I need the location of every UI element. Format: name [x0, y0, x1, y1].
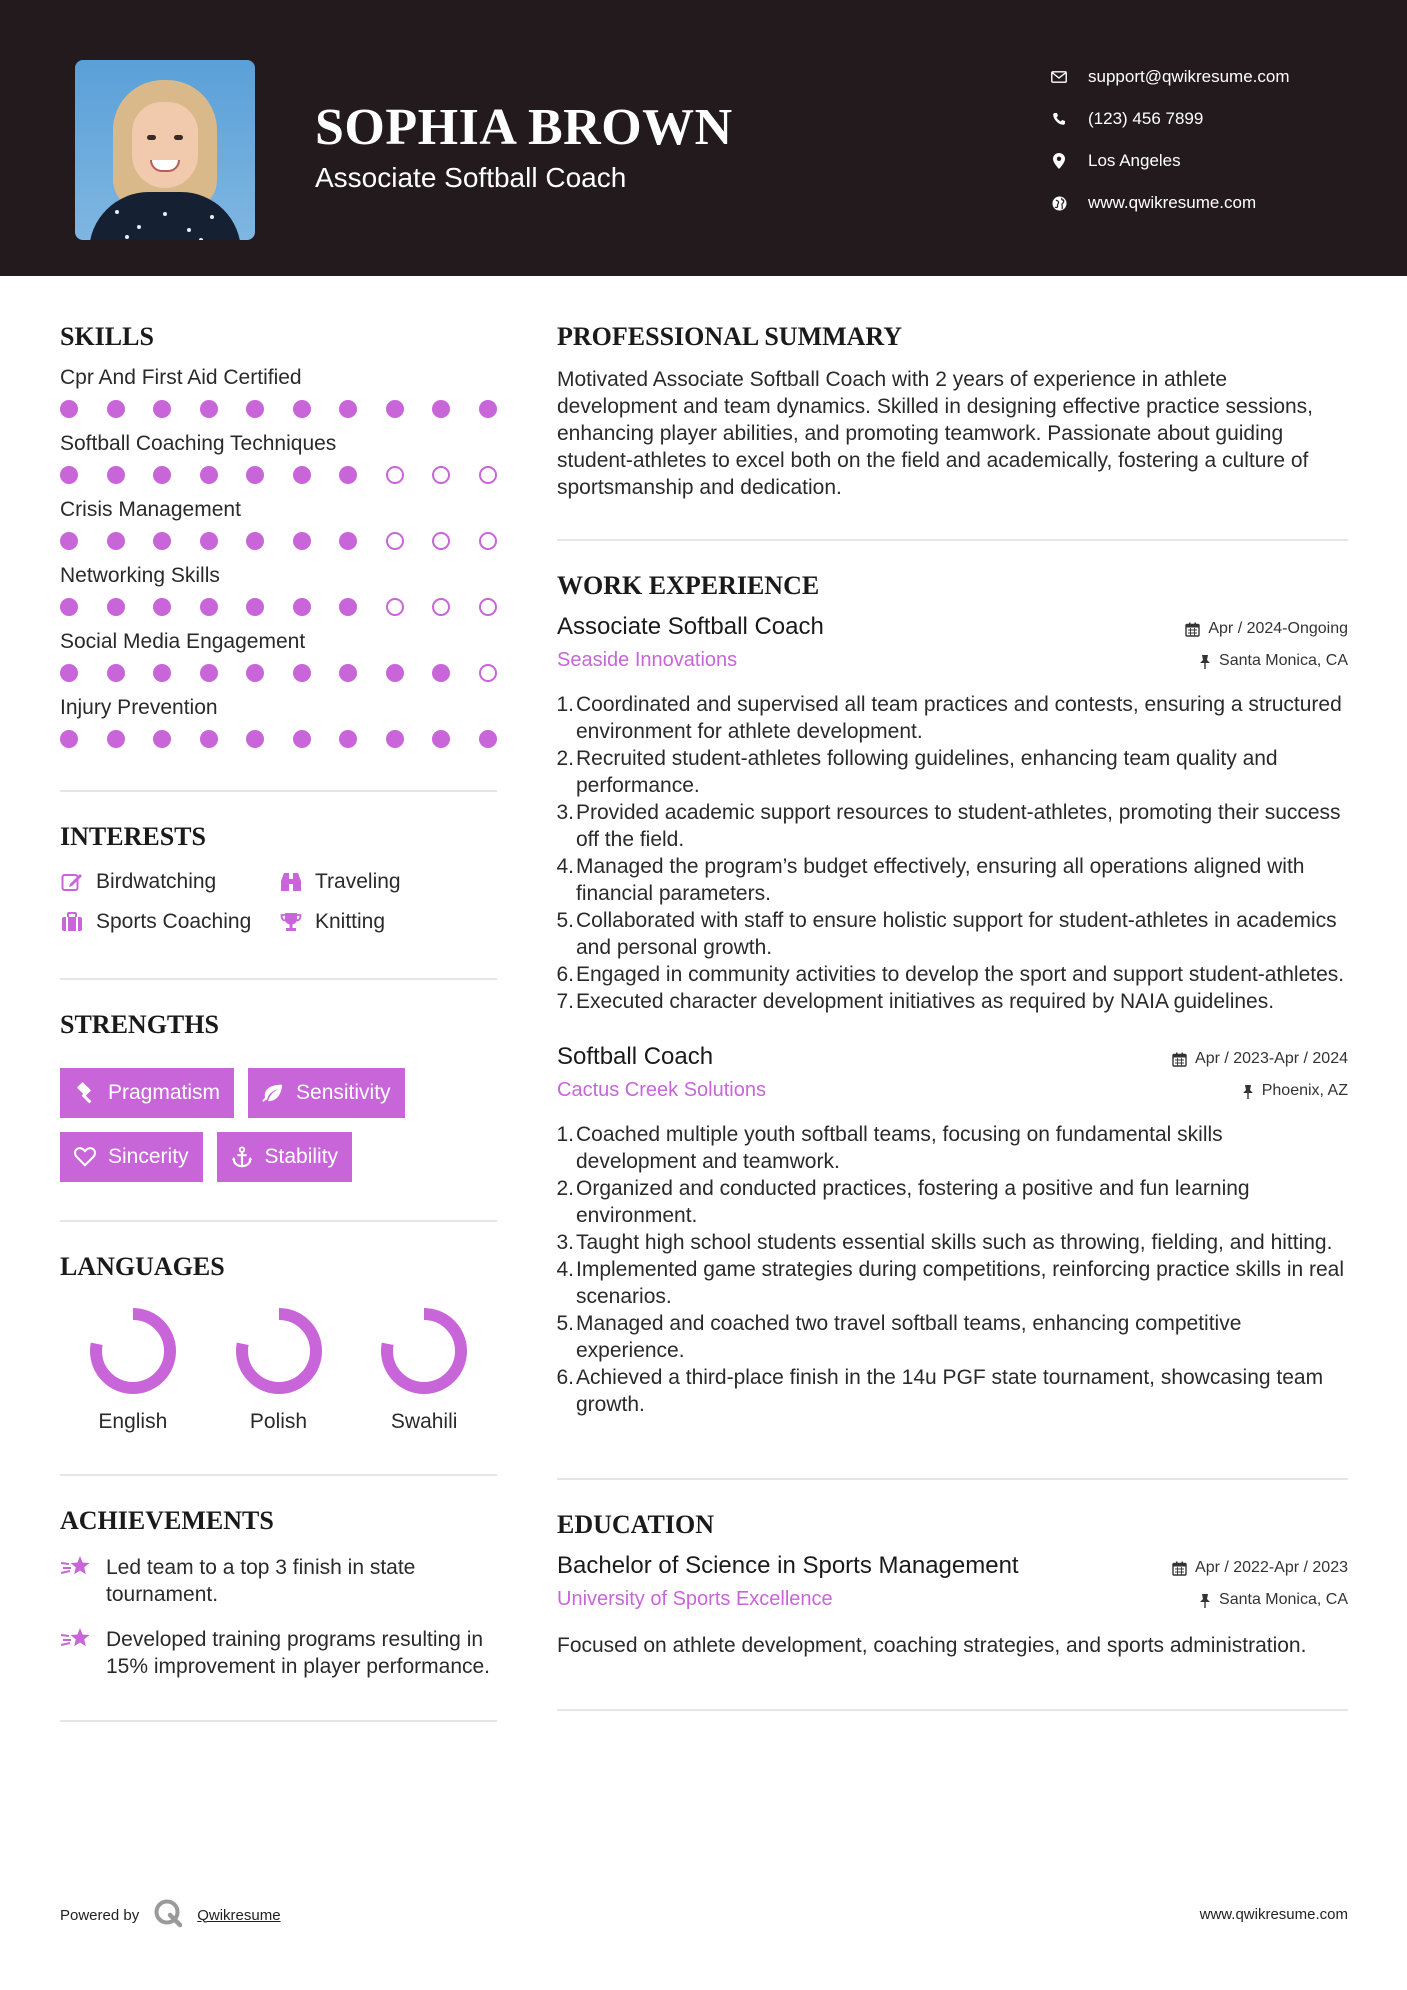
rating-dot-filled: [386, 400, 404, 418]
skill-name: Injury Prevention: [60, 696, 218, 719]
contact-location-text: Los Angeles: [1088, 151, 1181, 170]
strength-label: Sincerity: [108, 1145, 189, 1168]
interest-label: Traveling: [315, 870, 401, 893]
rating-dot-filled: [246, 532, 264, 550]
shooting-star-icon: [60, 1554, 92, 1582]
language-progress-ring: [88, 1306, 178, 1396]
achievements-heading: ACHIEVEMENTS: [60, 1506, 274, 1535]
job-bullet: 7. Executed character development initiatives as required by NAIA guidelines.: [556, 990, 1275, 1013]
rating-dot-filled: [60, 466, 78, 484]
achievement-text: Developed training programs resulting in 15% improvement in player performance.: [106, 1628, 491, 1678]
contact-email[interactable]: [1050, 56, 1290, 98]
skill-name: Crisis Management: [60, 498, 241, 521]
job-title: Softball Coach: [557, 1043, 714, 1070]
rating-dot-filled: [153, 730, 171, 748]
education-school: University of Sports Excellence: [557, 1588, 833, 1610]
contact-phone-text: (123) 456 7899: [1088, 109, 1204, 128]
experience-heading: WORK EXPERIENCE: [557, 571, 820, 600]
job-bullets: [557, 1121, 1348, 1418]
rating-dot-empty: [479, 532, 497, 550]
skill-name: Softball Coaching Techniques: [60, 432, 337, 455]
section-divider: [60, 1220, 497, 1222]
strength-label: Stability: [264, 1145, 339, 1168]
rating-dot-filled: [293, 664, 311, 682]
rating-dot-empty: [479, 598, 497, 616]
skill-item: [60, 498, 497, 550]
rating-dot-filled: [200, 730, 218, 748]
rating-dot-filled: [339, 598, 357, 616]
calendar-icon: [1185, 622, 1200, 637]
education-location: Santa Monica, CA: [1219, 1591, 1348, 1608]
section-divider: [557, 1478, 1348, 1480]
achievements-list: [60, 1554, 497, 1680]
resume-header: [0, 0, 1407, 276]
trophy-icon: [279, 910, 303, 934]
phone-icon: [1050, 110, 1068, 128]
education-dates: Apr / 2022-Apr / 2023: [1195, 1559, 1348, 1576]
contact-website[interactable]: [1050, 182, 1290, 224]
strengths-heading: STRENGTHS: [60, 1010, 219, 1039]
contact-email-text: support@qwikresume.com: [1088, 67, 1290, 86]
skill-rating: [60, 532, 497, 550]
rating-dot-filled: [200, 532, 218, 550]
job-bullet: 5. Collaborated with staff to ensure holistic support for student-athletes in academics and personal growth.: [556, 909, 1337, 959]
language-progress-ring: [379, 1306, 469, 1396]
rating-dot-filled: [293, 532, 311, 550]
pushpin-icon: [1199, 654, 1211, 669]
language-item: [351, 1306, 497, 1434]
rating-dot-filled: [107, 532, 125, 550]
heart-icon: [74, 1146, 96, 1168]
skill-item: [60, 366, 497, 418]
job-bullet: 5. Managed and coached two travel softball teams, enhancing competitive experience.: [556, 1312, 1242, 1362]
strength-label: Sensitivity: [296, 1081, 391, 1104]
rating-dot-filled: [339, 466, 357, 484]
job-title: Associate Softball Coach: [557, 613, 824, 640]
rating-dot-filled: [60, 400, 78, 418]
language-name: English: [98, 1410, 168, 1433]
pushpin-icon: [1242, 1084, 1254, 1099]
job-bullet: 2. Organized and conducted practices, fostering a positive and fun learning environment.: [556, 1177, 1250, 1227]
job-location: Phoenix, AZ: [1261, 1082, 1348, 1099]
leaf-icon: [262, 1082, 284, 1104]
achievement-text: Led team to a top 3 finish in state tournament.: [106, 1556, 416, 1606]
job-bullet: 4. Implemented game strategies during competitions, reinforcing practice skills in real scenarios.: [556, 1258, 1345, 1308]
interest-label: Sports Coaching: [96, 910, 252, 933]
languages-list: [60, 1306, 497, 1434]
skill-name: Networking Skills: [60, 564, 220, 587]
candidate-title: Associate Softball Coach: [315, 162, 627, 193]
section-divider: [557, 1709, 1348, 1711]
rating-dot-filled: [339, 532, 357, 550]
education-degree: Bachelor of Science in Sports Management: [557, 1552, 1019, 1579]
job-bullet: 4. Managed the program’s budget effectively, ensuring all operations aligned with financial parameters.: [556, 855, 1305, 905]
candidate-name: SOPHIA BROWN: [315, 99, 733, 156]
skill-item: [60, 696, 497, 748]
calendar-icon: [1172, 1561, 1187, 1576]
job-entry: [557, 613, 1348, 1015]
job-bullet: 1. Coached multiple youth softball teams, focusing on fundamental skills development and teamwork.: [556, 1123, 1223, 1173]
skill-name: Social Media Engagement: [60, 630, 306, 653]
footer-powered-by: [60, 1898, 281, 1932]
strength-label: Pragmatism: [108, 1081, 221, 1104]
binoculars-icon: [279, 870, 303, 894]
section-divider: [60, 978, 497, 980]
job-company: Seaside Innovations: [557, 649, 738, 671]
interest-item: [60, 870, 279, 894]
rating-dot-filled: [432, 730, 450, 748]
rating-dot-empty: [479, 466, 497, 484]
envelope-icon: [1050, 68, 1068, 86]
strength-badge: [217, 1132, 353, 1182]
skill-rating: [60, 664, 497, 682]
skill-item: [60, 432, 497, 484]
skills-heading: SKILLS: [60, 322, 154, 351]
section-divider: [60, 1474, 497, 1476]
contact-list: [1050, 56, 1290, 224]
rating-dot-filled: [200, 598, 218, 616]
skill-rating: [60, 598, 497, 616]
education-heading: EDUCATION: [557, 1510, 714, 1539]
job-bullet: 3. Taught high school students essential skills such as throwing, fielding, and hitting.: [556, 1231, 1333, 1254]
language-progress-ring: [234, 1306, 324, 1396]
interests-list: [60, 870, 497, 934]
rating-dot-filled: [60, 730, 78, 748]
rating-dot-empty: [386, 598, 404, 616]
rating-dot-filled: [339, 400, 357, 418]
strength-badge: [248, 1068, 405, 1118]
rating-dot-empty: [479, 664, 497, 682]
language-item: [60, 1306, 206, 1434]
rating-dot-filled: [153, 532, 171, 550]
job-bullet: 1. Coordinated and supervised all team practices and contests, ensuring a structured environment for athlete development.: [556, 693, 1342, 743]
strength-badge: [60, 1132, 203, 1182]
summary-heading: PROFESSIONAL SUMMARY: [557, 322, 903, 351]
rating-dot-filled: [246, 400, 264, 418]
job-dates: Apr / 2024-Ongoing: [1208, 620, 1348, 637]
section-divider: [557, 539, 1348, 541]
achievement-item: [60, 1554, 497, 1608]
rating-dot-filled: [293, 466, 311, 484]
anchor-icon: [231, 1146, 253, 1168]
job-company: Cactus Creek Solutions: [557, 1079, 766, 1101]
rating-dot-filled: [153, 400, 171, 418]
rating-dot-filled: [153, 466, 171, 484]
rating-dot-filled: [246, 730, 264, 748]
pencil-icon: [60, 870, 84, 894]
rating-dot-filled: [200, 466, 218, 484]
skill-item: [60, 630, 497, 682]
rating-dot-filled: [293, 598, 311, 616]
right-column: [557, 322, 1348, 1711]
rating-dot-filled: [432, 400, 450, 418]
interest-item: [279, 870, 497, 894]
rating-dot-filled: [432, 664, 450, 682]
rating-dot-filled: [200, 664, 218, 682]
strengths-list: [60, 1068, 497, 1182]
job-dates: Apr / 2023-Apr / 2024: [1195, 1050, 1348, 1067]
qwikresume-link[interactable]: Qwikresume: [197, 1906, 281, 1924]
profile-photo: [75, 60, 255, 240]
footer-website-link[interactable]: www.qwikresume.com: [1199, 1906, 1348, 1923]
interest-item: [279, 910, 497, 934]
skill-name: Cpr And First Aid Certified: [60, 366, 302, 389]
rating-dot-filled: [60, 598, 78, 616]
rating-dot-empty: [432, 532, 450, 550]
rating-dot-filled: [293, 400, 311, 418]
calendar-icon: [1172, 1052, 1187, 1067]
job-bullets: [557, 691, 1348, 1015]
skills-list: [60, 366, 497, 748]
pushpin-icon: [1199, 1593, 1211, 1608]
rating-dot-filled: [339, 730, 357, 748]
rating-dot-filled: [107, 730, 125, 748]
rating-dot-filled: [153, 598, 171, 616]
strength-badge: [60, 1068, 234, 1118]
skill-rating: [60, 400, 497, 418]
rating-dot-filled: [386, 664, 404, 682]
education-description: Focused on athlete development, coaching strategies, and sports administration.: [557, 1634, 1307, 1657]
job-bullet: 2. Recruited student-athletes following guidelines, enhancing team quality and performance.: [556, 747, 1278, 797]
job-location: Santa Monica, CA: [1219, 652, 1348, 669]
rating-dot-filled: [107, 400, 125, 418]
contact-phone[interactable]: [1050, 98, 1290, 140]
rating-dot-empty: [386, 532, 404, 550]
skill-rating: [60, 466, 497, 484]
globe-icon: [1050, 194, 1068, 212]
rating-dot-empty: [386, 466, 404, 484]
gavel-icon: [74, 1082, 96, 1104]
contact-website-text: www.qwikresume.com: [1088, 193, 1257, 212]
section-divider: [60, 790, 497, 792]
rating-dot-filled: [107, 598, 125, 616]
interest-label: Birdwatching: [96, 870, 217, 893]
section-divider: [60, 1720, 497, 1722]
rating-dot-empty: [432, 466, 450, 484]
shooting-star-icon: [60, 1626, 92, 1654]
language-item: [206, 1306, 352, 1434]
contact-location: [1050, 140, 1290, 182]
rating-dot-filled: [479, 730, 497, 748]
job-bullet: 6. Engaged in community activities to develop the sport and support student-athletes.: [556, 963, 1345, 986]
rating-dot-filled: [293, 730, 311, 748]
interests-heading: INTERESTS: [60, 822, 206, 851]
job-bullet: 6. Achieved a third-place finish in the 14u PGF state tournament, showcasing team growth.: [556, 1366, 1324, 1416]
rating-dot-filled: [246, 664, 264, 682]
briefcase-icon: [60, 910, 84, 934]
rating-dot-filled: [60, 664, 78, 682]
job-bullet: 3. Provided academic support resources to student-athletes, promoting their success off the field.: [556, 801, 1341, 851]
rating-dot-filled: [246, 466, 264, 484]
achievement-item: [60, 1626, 497, 1680]
rating-dot-filled: [200, 400, 218, 418]
rating-dot-empty: [432, 598, 450, 616]
interest-label: Knitting: [315, 910, 386, 933]
rating-dot-filled: [386, 730, 404, 748]
rating-dot-filled: [60, 532, 78, 550]
language-name: Swahili: [390, 1410, 458, 1433]
skill-item: [60, 564, 497, 616]
rating-dot-filled: [107, 466, 125, 484]
rating-dot-filled: [107, 664, 125, 682]
interest-item: [60, 910, 279, 934]
rating-dot-filled: [153, 664, 171, 682]
left-column: [60, 322, 497, 1722]
job-entry: [557, 1043, 1348, 1418]
skill-rating: [60, 730, 497, 748]
language-name: Polish: [249, 1410, 308, 1433]
languages-heading: LANGUAGES: [60, 1252, 225, 1281]
rating-dot-filled: [339, 664, 357, 682]
rating-dot-filled: [479, 400, 497, 418]
qwikresume-logo-icon: [153, 1898, 183, 1932]
summary-text: Motivated Associate Softball Coach with 2 years of experience in athlete development and team dynamics. Skilled in designing effective practice sessions, enhancing player abilities, and promoting teamwork. Passionate about guiding student-athletes to excel both on the field and academically, fostering a culture of sportsmanship and dedication.: [557, 368, 1314, 499]
powered-by-text: Powered by: [60, 1906, 140, 1924]
education-entry: [557, 1552, 1348, 1659]
rating-dot-filled: [246, 598, 264, 616]
map-pin-icon: [1050, 152, 1068, 170]
